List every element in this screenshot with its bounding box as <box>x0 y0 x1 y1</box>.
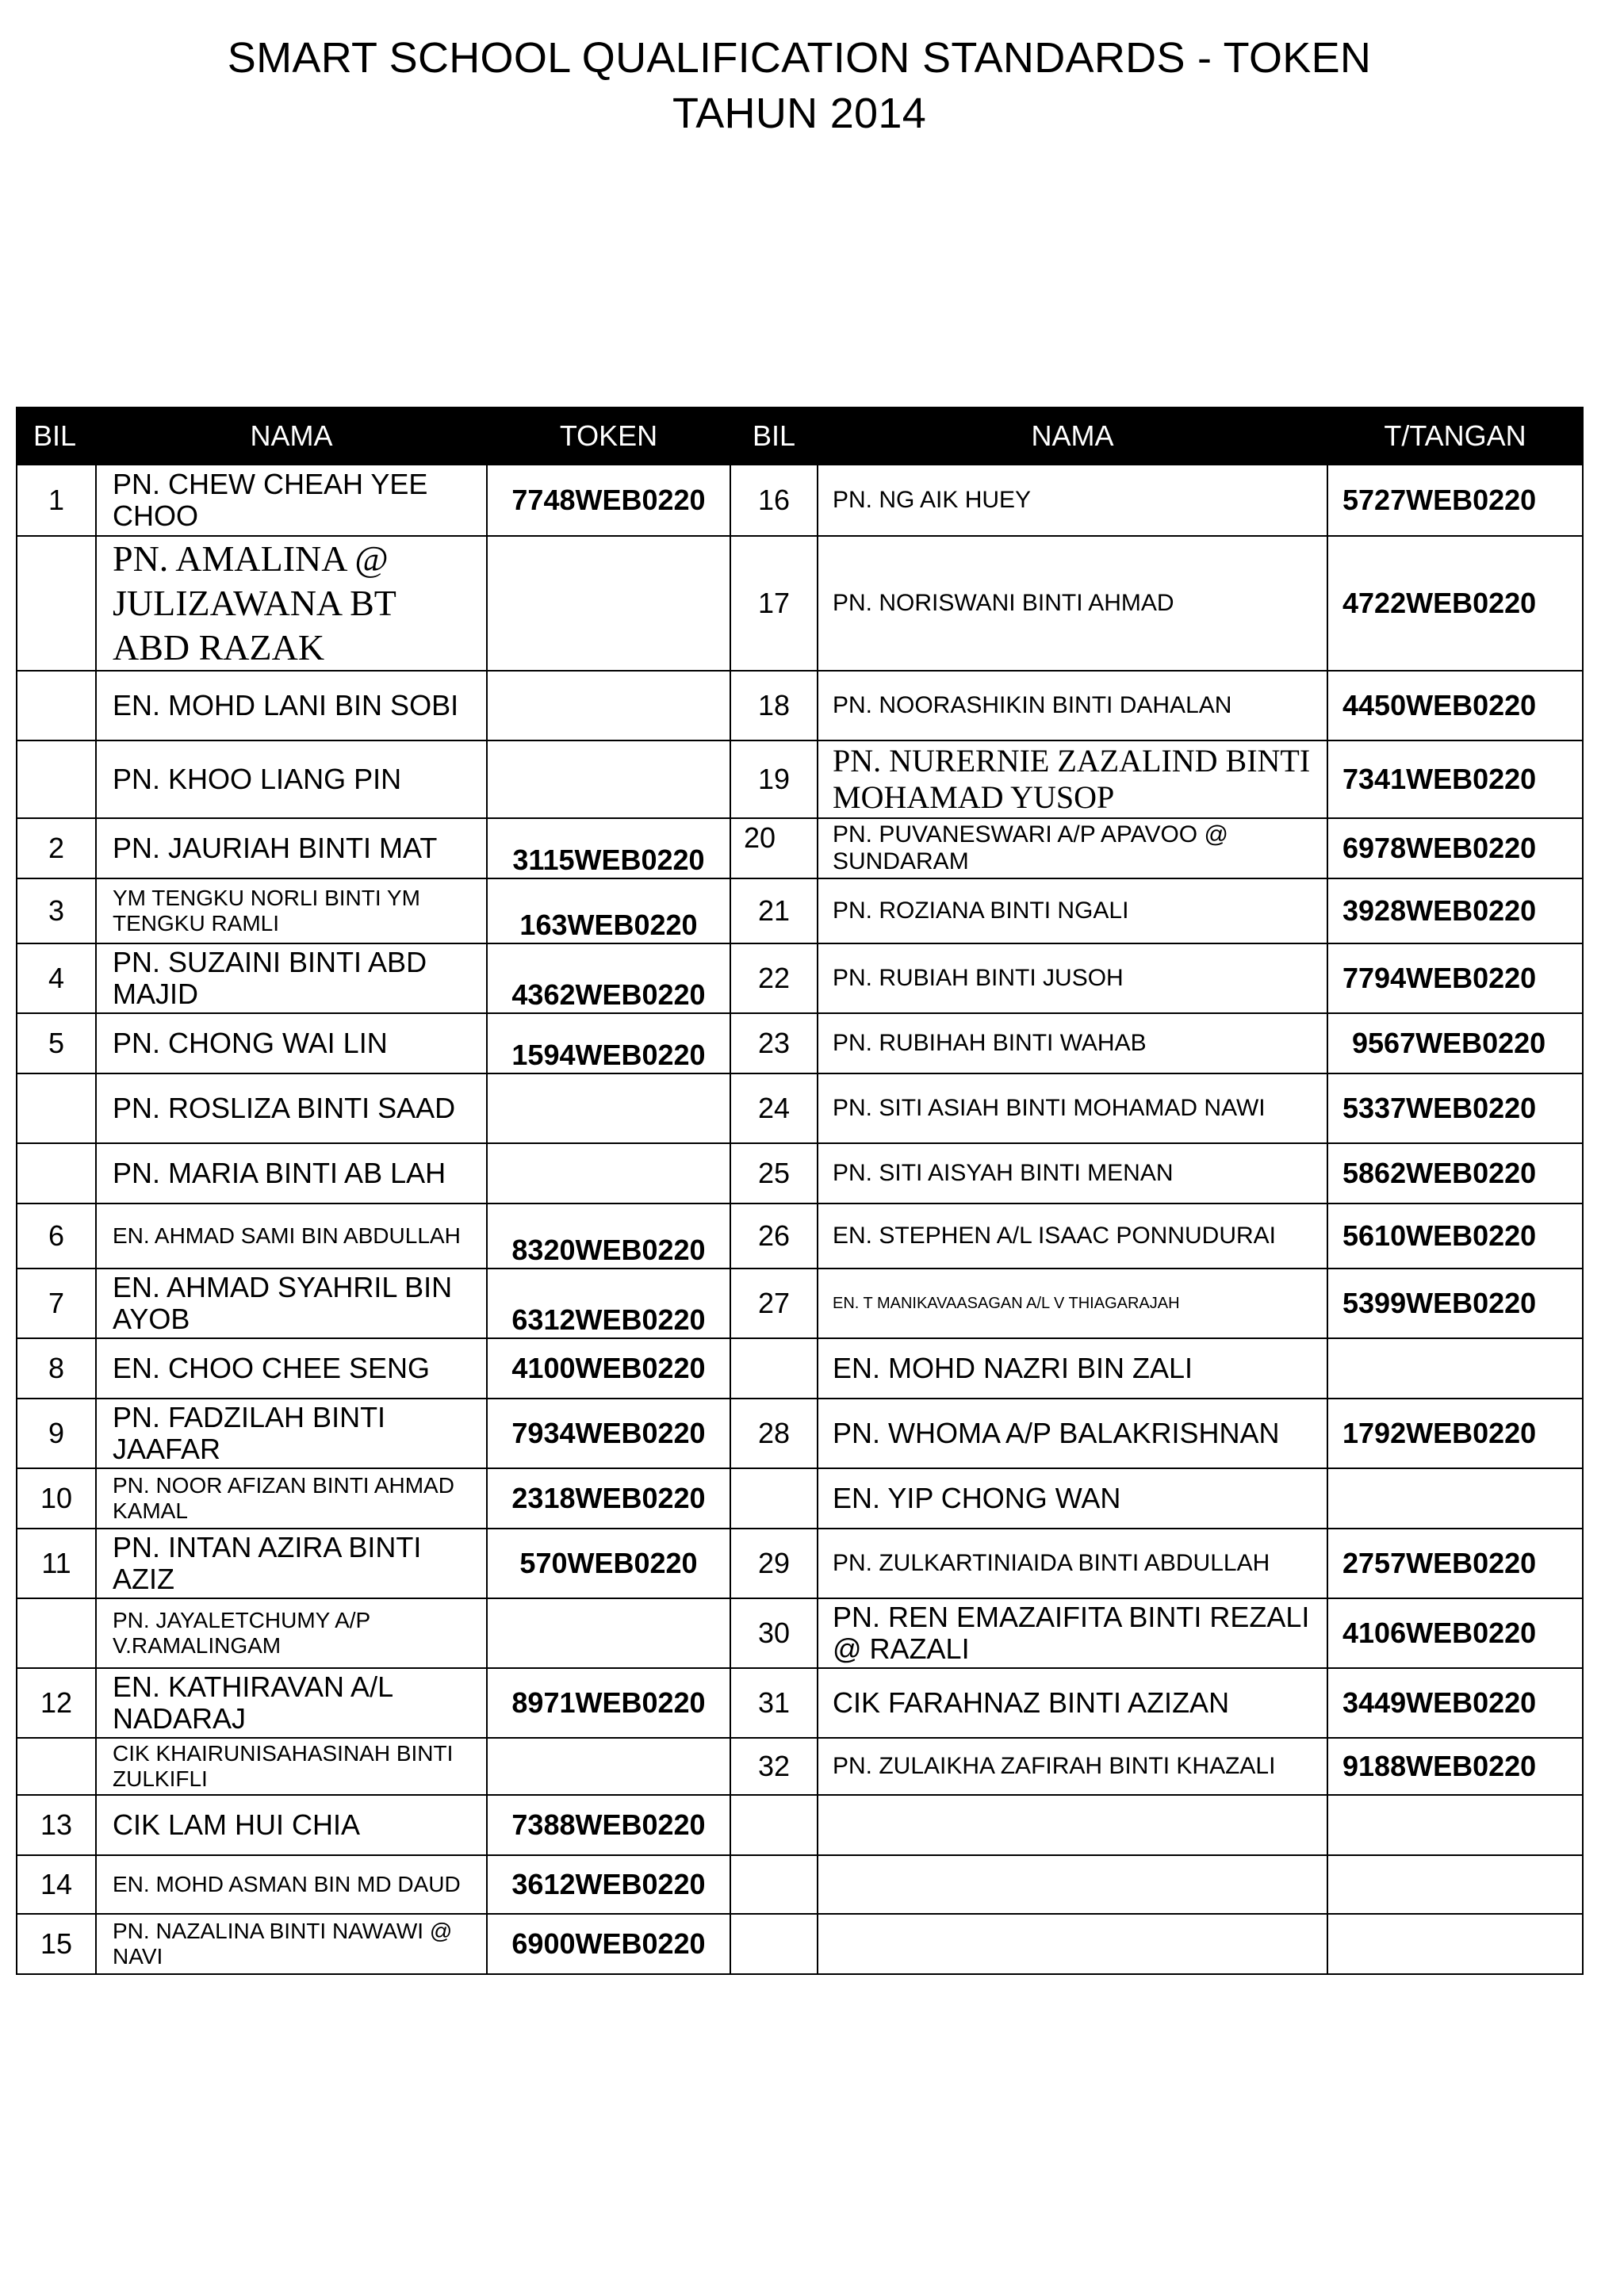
header-bil-left: BIL <box>17 408 96 465</box>
bil-cell: 21 <box>730 878 818 943</box>
nama-cell: PN. NORISWANI BINTI AHMAD <box>818 536 1327 671</box>
table-row <box>17 1143 1583 1203</box>
bil-cell: 22 <box>730 943 818 1013</box>
ttangan-cell: 4450WEB0220 <box>1327 671 1583 740</box>
bil-cell: 5 <box>17 1013 96 1073</box>
table-header-row <box>17 408 1583 465</box>
bil-cell <box>730 1468 818 1529</box>
bil-cell: 20 <box>730 818 818 878</box>
bil-cell: 25 <box>730 1143 818 1203</box>
nama-cell: EN. AHMAD SYAHRIL BIN AYOB <box>96 1269 487 1338</box>
nama-cell: PN. MARIA BINTI AB LAH <box>96 1143 487 1203</box>
nama-cell: PN. NOORASHIKIN BINTI DAHALAN <box>818 671 1327 740</box>
nama-cell: PN. SITI AISYAH BINTI MENAN <box>818 1143 1327 1203</box>
nama-cell: PN. ZULKARTINIAIDA BINTI ABDULLAH <box>818 1529 1327 1598</box>
bil-cell <box>730 1914 818 1974</box>
nama-cell: PN. NOOR AFIZAN BINTI AHMAD KAMAL <box>96 1468 487 1529</box>
nama-cell: PN. JAYALETCHUMY A/P V.RAMALINGAM <box>96 1598 487 1668</box>
token-cell: 7388WEB0220 <box>487 1795 730 1855</box>
token-cell <box>487 1738 730 1795</box>
ttangan-cell: 5337WEB0220 <box>1327 1073 1583 1143</box>
nama-cell: EN. T MANIKAVAASAGAN A/L V THIAGARAJAH <box>818 1269 1327 1338</box>
token-cell <box>487 671 730 740</box>
bil-cell: 3 <box>17 878 96 943</box>
bil-cell: 19 <box>730 740 818 818</box>
ttangan-cell: 7341WEB0220 <box>1327 740 1583 818</box>
nama-cell: EN. MOHD ASMAN BIN MD DAUD <box>96 1855 487 1914</box>
token-cell <box>487 1598 730 1668</box>
bil-cell <box>17 536 96 671</box>
page-title: SMART SCHOOL QUALIFICATION STANDARDS - TOKEN <box>227 34 1372 82</box>
table-row <box>17 536 1583 671</box>
ttangan-cell <box>1327 1338 1583 1399</box>
token-cell: 4100WEB0220 <box>487 1338 730 1399</box>
table-row <box>17 1269 1583 1338</box>
nama-cell: PN. SUZAINI BINTI ABD MAJID <box>96 943 487 1013</box>
ttangan-cell: 5610WEB0220 <box>1327 1203 1583 1269</box>
nama-cell: YM TENGKU NORLI BINTI YM TENGKU RAMLI <box>96 878 487 943</box>
token-cell: 7934WEB0220 <box>487 1399 730 1468</box>
nama-cell: PN. ROZIANA BINTI NGALI <box>818 878 1327 943</box>
bil-cell: 23 <box>730 1013 818 1073</box>
table-row <box>17 1399 1583 1468</box>
table-row <box>17 878 1583 943</box>
ttangan-cell: 1792WEB0220 <box>1327 1399 1583 1468</box>
ttangan-cell <box>1327 1795 1583 1855</box>
nama-cell: EN. CHOO CHEE SENG <box>96 1338 487 1399</box>
bil-cell: 8 <box>17 1338 96 1399</box>
bil-cell: 9 <box>17 1399 96 1468</box>
token-cell: 3115WEB0220 <box>487 818 730 878</box>
token-cell: 163WEB0220 <box>487 878 730 943</box>
ttangan-cell: 3449WEB0220 <box>1327 1668 1583 1738</box>
nama-cell: PN. ROSLIZA BINTI SAAD <box>96 1073 487 1143</box>
ttangan-cell: 3928WEB0220 <box>1327 878 1583 943</box>
bil-cell: 13 <box>17 1795 96 1855</box>
bil-cell: 11 <box>17 1529 96 1598</box>
nama-cell: PN. NURERNIE ZAZALIND BINTI MOHAMAD YUSOP <box>818 740 1327 818</box>
table-row <box>17 1855 1583 1914</box>
token-cell: 3612WEB0220 <box>487 1855 730 1914</box>
nama-cell <box>818 1914 1327 1974</box>
nama-cell: EN. MOHD NAZRI BIN ZALI <box>818 1338 1327 1399</box>
header-nama-right: NAMA <box>818 408 1327 465</box>
nama-cell <box>818 1855 1327 1914</box>
bil-cell <box>730 1338 818 1399</box>
bil-cell <box>17 1073 96 1143</box>
ttangan-cell: 5399WEB0220 <box>1327 1269 1583 1338</box>
nama-cell: PN. KHOO LIANG PIN <box>96 740 487 818</box>
nama-cell: EN. AHMAD SAMI BIN ABDULLAH <box>96 1203 487 1269</box>
bil-cell: 17 <box>730 536 818 671</box>
ttangan-cell: 7794WEB0220 <box>1327 943 1583 1013</box>
token-table <box>16 407 1584 1975</box>
table-row <box>17 671 1583 740</box>
table-row <box>17 1203 1583 1269</box>
token-cell <box>487 740 730 818</box>
token-cell: 8971WEB0220 <box>487 1668 730 1738</box>
token-cell <box>487 1143 730 1203</box>
nama-cell: EN. MOHD LANI BIN SOBI <box>96 671 487 740</box>
ttangan-cell: 2757WEB0220 <box>1327 1529 1583 1598</box>
table-row <box>17 1073 1583 1143</box>
bil-cell: 6 <box>17 1203 96 1269</box>
bil-cell: 7 <box>17 1269 96 1338</box>
bil-cell: 24 <box>730 1073 818 1143</box>
bil-cell: 29 <box>730 1529 818 1598</box>
ttangan-cell <box>1327 1914 1583 1974</box>
bil-cell: 32 <box>730 1738 818 1795</box>
table-row <box>17 1598 1583 1668</box>
bil-cell: 18 <box>730 671 818 740</box>
bil-cell: 12 <box>17 1668 96 1738</box>
nama-cell: EN. KATHIRAVAN A/L NADARAJ <box>96 1668 487 1738</box>
bil-cell: 31 <box>730 1668 818 1738</box>
nama-cell: CIK KHAIRUNISAHASINAH BINTI ZULKIFLI <box>96 1738 487 1795</box>
token-cell: 6900WEB0220 <box>487 1914 730 1974</box>
ttangan-cell: 6978WEB0220 <box>1327 818 1583 878</box>
nama-cell: PN. CHONG WAI LIN <box>96 1013 487 1073</box>
bil-cell: 10 <box>17 1468 96 1529</box>
ttangan-cell: 5862WEB0220 <box>1327 1143 1583 1203</box>
token-cell <box>487 536 730 671</box>
nama-cell: PN. WHOMA A/P BALAKRISHNAN <box>818 1399 1327 1468</box>
nama-cell: PN. SITI ASIAH BINTI MOHAMAD NAWI <box>818 1073 1327 1143</box>
bil-cell: 1 <box>17 465 96 536</box>
nama-cell: PN. PUVANESWARI A/P APAVOO @ SUNDARAM <box>818 818 1327 878</box>
token-cell: 6312WEB0220 <box>487 1269 730 1338</box>
table-row <box>17 1668 1583 1738</box>
ttangan-cell <box>1327 1855 1583 1914</box>
ttangan-cell <box>1327 1468 1583 1529</box>
table-row <box>17 1468 1583 1529</box>
bil-cell <box>17 671 96 740</box>
nama-cell: PN. NG AIK HUEY <box>818 465 1327 536</box>
bil-cell: 16 <box>730 465 818 536</box>
table-row <box>17 465 1583 536</box>
nama-cell: PN. RUBIHAH BINTI WAHAB <box>818 1013 1327 1073</box>
header-token: TOKEN <box>487 408 730 465</box>
nama-cell: PN. CHEW CHEAH YEE CHOO <box>96 465 487 536</box>
nama-cell: CIK FARAHNAZ BINTI AZIZAN <box>818 1668 1327 1738</box>
table-row <box>17 1013 1583 1073</box>
ttangan-cell: 9567WEB0220 <box>1327 1013 1583 1073</box>
bil-cell: 27 <box>730 1269 818 1338</box>
token-cell: 7748WEB0220 <box>487 465 730 536</box>
token-cell <box>487 1073 730 1143</box>
table-row <box>17 1914 1583 1974</box>
nama-cell: PN. NAZALINA BINTI NAWAWI @ NAVI <box>96 1914 487 1974</box>
bil-cell: 4 <box>17 943 96 1013</box>
bil-cell: 2 <box>17 818 96 878</box>
bil-cell <box>17 740 96 818</box>
bil-cell: 28 <box>730 1399 818 1468</box>
table-row <box>17 1738 1583 1795</box>
nama-cell: EN. YIP CHONG WAN <box>818 1468 1327 1529</box>
ttangan-cell: 4106WEB0220 <box>1327 1598 1583 1668</box>
bil-cell: 14 <box>17 1855 96 1914</box>
page-subtitle: TAHUN 2014 <box>672 90 927 137</box>
header-nama-left: NAMA <box>96 408 487 465</box>
table-row <box>17 1529 1583 1598</box>
table-row <box>17 818 1583 878</box>
bil-cell: 26 <box>730 1203 818 1269</box>
nama-cell: PN. JAURIAH BINTI MAT <box>96 818 487 878</box>
nama-cell: PN. AMALINA @ JULIZAWANA BT ABD RAZAK <box>96 536 487 671</box>
nama-cell <box>818 1795 1327 1855</box>
token-cell: 4362WEB0220 <box>487 943 730 1013</box>
token-cell: 8320WEB0220 <box>487 1203 730 1269</box>
bil-cell <box>730 1795 818 1855</box>
table-row <box>17 1795 1583 1855</box>
header-bil-right: BIL <box>730 408 818 465</box>
nama-cell: PN. FADZILAH BINTI JAAFAR <box>96 1399 487 1468</box>
ttangan-cell: 5727WEB0220 <box>1327 465 1583 536</box>
bil-cell: 15 <box>17 1914 96 1974</box>
bil-cell <box>17 1143 96 1203</box>
ttangan-cell: 4722WEB0220 <box>1327 536 1583 671</box>
nama-cell: PN. ZULAIKHA ZAFIRAH BINTI KHAZALI <box>818 1738 1327 1795</box>
nama-cell: PN. RUBIAH BINTI JUSOH <box>818 943 1327 1013</box>
table-row <box>17 943 1583 1013</box>
bil-cell: 30 <box>730 1598 818 1668</box>
nama-cell: EN. STEPHEN A/L ISAAC PONNUDURAI <box>818 1203 1327 1269</box>
bil-cell <box>730 1855 818 1914</box>
nama-cell: CIK LAM HUI CHIA <box>96 1795 487 1855</box>
nama-cell: PN. REN EMAZAIFITA BINTI REZALI @ RAZALI <box>818 1598 1327 1668</box>
table-row <box>17 1338 1583 1399</box>
table-row <box>17 740 1583 818</box>
token-cell: 2318WEB0220 <box>487 1468 730 1529</box>
token-cell: 570WEB0220 <box>487 1529 730 1598</box>
bil-cell <box>17 1738 96 1795</box>
token-cell: 1594WEB0220 <box>487 1013 730 1073</box>
nama-cell: PN. INTAN AZIRA BINTI AZIZ <box>96 1529 487 1598</box>
header-ttangan: T/TANGAN <box>1327 408 1583 465</box>
bil-cell <box>17 1598 96 1668</box>
ttangan-cell: 9188WEB0220 <box>1327 1738 1583 1795</box>
